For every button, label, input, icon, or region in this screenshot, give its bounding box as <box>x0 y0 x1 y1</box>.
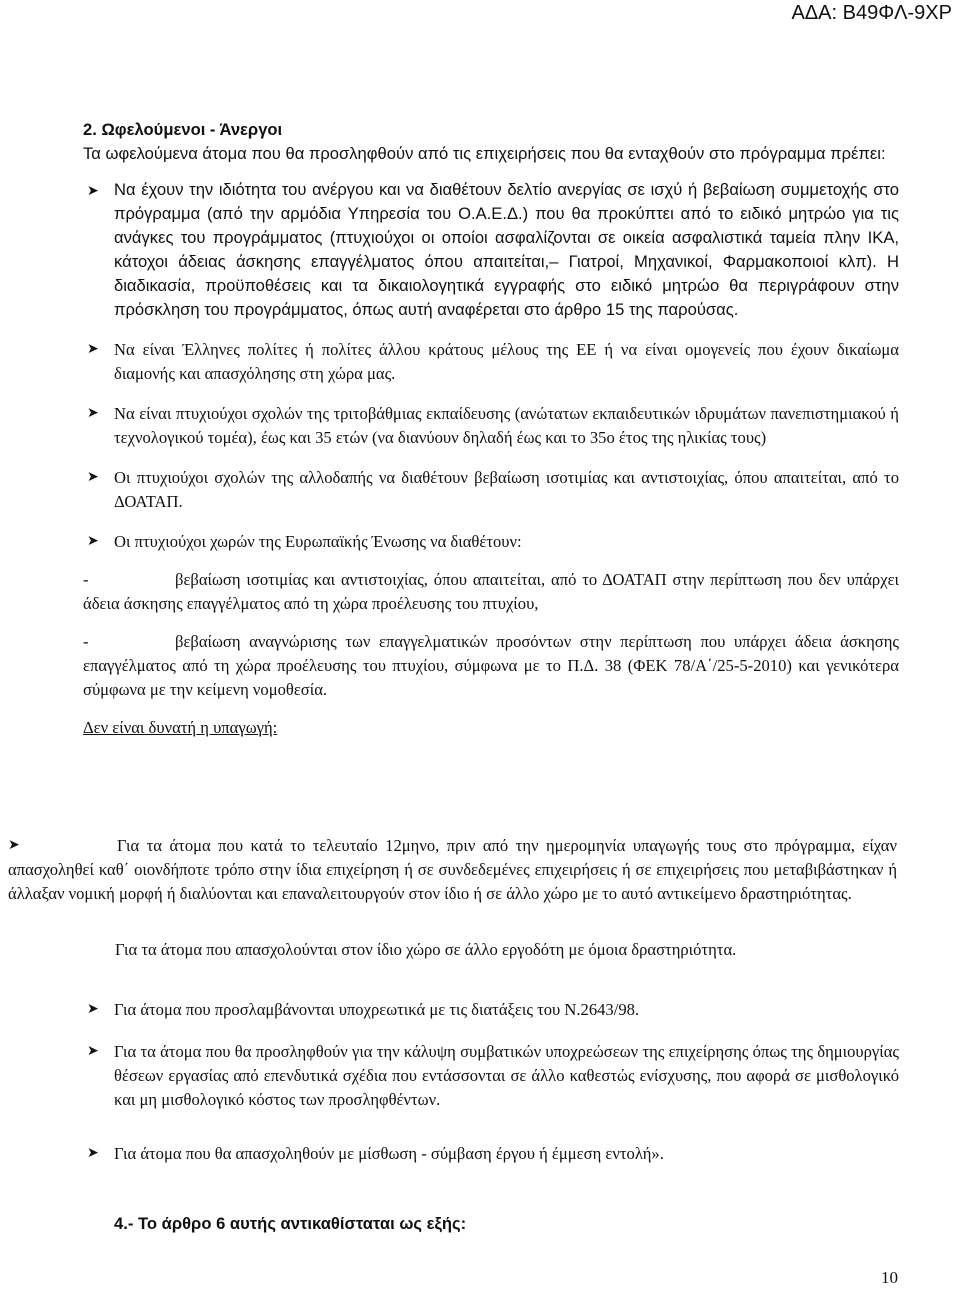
exclusion-item-contractual-obligations <box>83 1040 899 1112</box>
exclusion-item-work-contract <box>83 1142 899 1166</box>
dash-text: βεβαίωση αναγνώρισης των επαγγελματικών προσόντων στην περίπτωση που υπάρχει άδεια άσκησης επαγγέλματος από τη χώρα προέλευσης του πτυχίου, σύμφωνα με το Π.Δ. 38 (ΦΕΚ 78/Α΄/25-5-2010) και γενικότερα σύμφωνα με την κείμενη νομοθεσία. <box>83 632 899 699</box>
bullet-unemployed-status <box>83 178 899 322</box>
arrow-bullet-icon: ➤ <box>87 406 99 421</box>
bullet-foreign-graduates <box>83 466 899 514</box>
arrow-bullet-icon: ➤ <box>87 1044 99 1059</box>
dash-marker: - <box>83 632 89 651</box>
bullet-citizenship <box>83 338 899 386</box>
arrow-bullet-icon: ➤ <box>87 182 99 198</box>
document-code: ΑΔΑ: Β49ΦΛ-9ΧΡ <box>791 2 952 24</box>
arrow-bullet-icon: ➤ <box>87 1146 99 1161</box>
exclusion-item-same-activity <box>115 938 899 962</box>
exclusion-text: Για άτομα που προσλαμβάνονται υποχρεωτικά με τις διατάξεις του Ν.2643/98. <box>114 1000 640 1019</box>
bullet-text: Οι πτυχιούχοι σχολών της αλλοδαπής να διαθέτουν βεβαίωση ισοτιμίας και αντιστοιχίας, όπου απαιτείται, από το ΔΟΑΤΑΠ. <box>114 468 899 511</box>
dash-item-recognition <box>83 630 899 702</box>
bullet-eu-graduates <box>83 530 899 554</box>
section-4-title: 4.- Το άρθρο 6 αυτής αντικαθίσταται ως εξής: <box>114 1214 467 1233</box>
dash-item-equivalence <box>83 568 899 616</box>
arrow-bullet-icon: ➤ <box>87 534 99 549</box>
document-body <box>83 118 899 740</box>
exclusion-text: Για άτομα που θα απασχοληθούν με μίσθωση - σύμβαση έργου ή έμμεση εντολή». <box>114 1144 664 1163</box>
arrow-bullet-icon: ➤ <box>8 838 20 853</box>
arrow-bullet-icon: ➤ <box>87 342 99 357</box>
page-number: 10 <box>881 1268 898 1287</box>
exclusion-text: Για τα άτομα που απασχολούνται στον ίδιο χώρο σε άλλο εργοδότη με όμοια δραστηριότητα. <box>115 940 737 959</box>
exclusion-item-previous-employment <box>8 834 897 906</box>
exclusion-text: Για τα άτομα που κατά το τελευταίο 12μηνο, πριν από την ημερομηνία υπαγωγής τους στο πρόγραμμα, είχαν απασχοληθεί καθ΄ οιονδήποτε τρόπο στην ίδια επιχείρηση ή σε συνδεδεμένες επιχειρήσεις ή σε επιχειρήσεις που μεταβιβάστηκαν ή άλλαξαν νομική μορφή ή διαλύονται και επαναλειτουργούν στον ίδιο ή σε άλλο χώρο με το αυτό αντικείμενο δραστηριότητας. <box>8 836 897 903</box>
bullet-text: Να έχουν την ιδιότητα του ανέργου και να διαθέτουν δελτίο ανεργίας σε ισχύ ή βεβαίωση συμμετοχής στο πρόγραμμα (από την αρμόδια Υπηρεσία του Ο.Α.Ε.Δ.) που θα προκύπτει από το ειδικό μητρώο για τις ανάγκες του προγράμματος (πτυχιούχοι οι οποίοι ασφαλίζονται σε οικεία ασφαλιστικά ταμεία πλην ΙΚΑ, κάτοχοι άδειας άσκησης επαγγέλματος όπου απαιτείται,– Γιατροί, Μηχανικοί, Φαρμακοποιοί κλπ). Η διαδικασία, προϋποθέσεις και τα δικαιολογητικά εγγραφής στο ειδικό μητρώο θα περιγράφουν στην πρόσκληση του προγράμματος, όπως αυτή αναφέρεται στο άρθρο 15 της παρούσας. <box>114 180 899 319</box>
dash-text: βεβαίωση ισοτιμίας και αντιστοιχίας, όπου απαιτείται, από το ΔΟΑΤΑΠ στην περίπτωση που δεν υπάρχει άδεια άσκησης επαγγέλματος από τη χώρα προέλευσης του πτυχίου, <box>83 570 899 613</box>
section-2-title: 2. Ωφελούμενοι - Άνεργοι <box>83 120 283 139</box>
not-possible-heading: Δεν είναι δυνατή η υπαγωγή: <box>83 718 278 737</box>
dash-marker: - <box>83 570 89 589</box>
arrow-bullet-icon: ➤ <box>87 1002 99 1017</box>
section-2-intro: Τα ωφελούμενα άτομα που θα προσληφθούν από τις επιχειρήσεις που θα ενταχθούν στο πρόγραμμα πρέπει: <box>83 144 886 163</box>
arrow-bullet-icon: ➤ <box>87 470 99 485</box>
bullet-text: Οι πτυχιούχοι χωρών της Ευρωπαϊκής Ένωσης να διαθέτουν: <box>114 532 522 551</box>
bullet-graduates <box>83 402 899 450</box>
exclusion-text: Για τα άτομα που θα προσληφθούν για την κάλυψη συμβατικών υποχρεώσεων της επιχείρησης όπως της δημιουργίας θέσεων εργασίας από επενδυτικά σχέδια που εντάσσονται σε άλλο καθεστώς ενίσχυσης, που αφορά σε μισθολογικό και μη μισθολογικό κόστος των προσληφθέντων. <box>114 1042 899 1109</box>
exclusion-item-mandatory-hiring <box>83 998 899 1022</box>
bullet-text: Να είναι πτυχιούχοι σχολών της τριτοβάθμιας εκπαίδευσης (ανώτατων εκπαιδευτικών ιδρυμάτων πανεπιστημιακού ή τεχνολογικού τομέα), έως και 35 ετών (να διανύουν δηλαδή έως και το 35ο έτος της ηλικίας τους) <box>114 404 899 447</box>
bullet-text: Να είναι Έλληνες πολίτες ή πολίτες άλλου κράτους μέλους της ΕΕ ή να είναι ομογενείς που έχουν δικαίωμα διαμονής και απασχόλησης στη χώρα μας. <box>114 340 899 383</box>
